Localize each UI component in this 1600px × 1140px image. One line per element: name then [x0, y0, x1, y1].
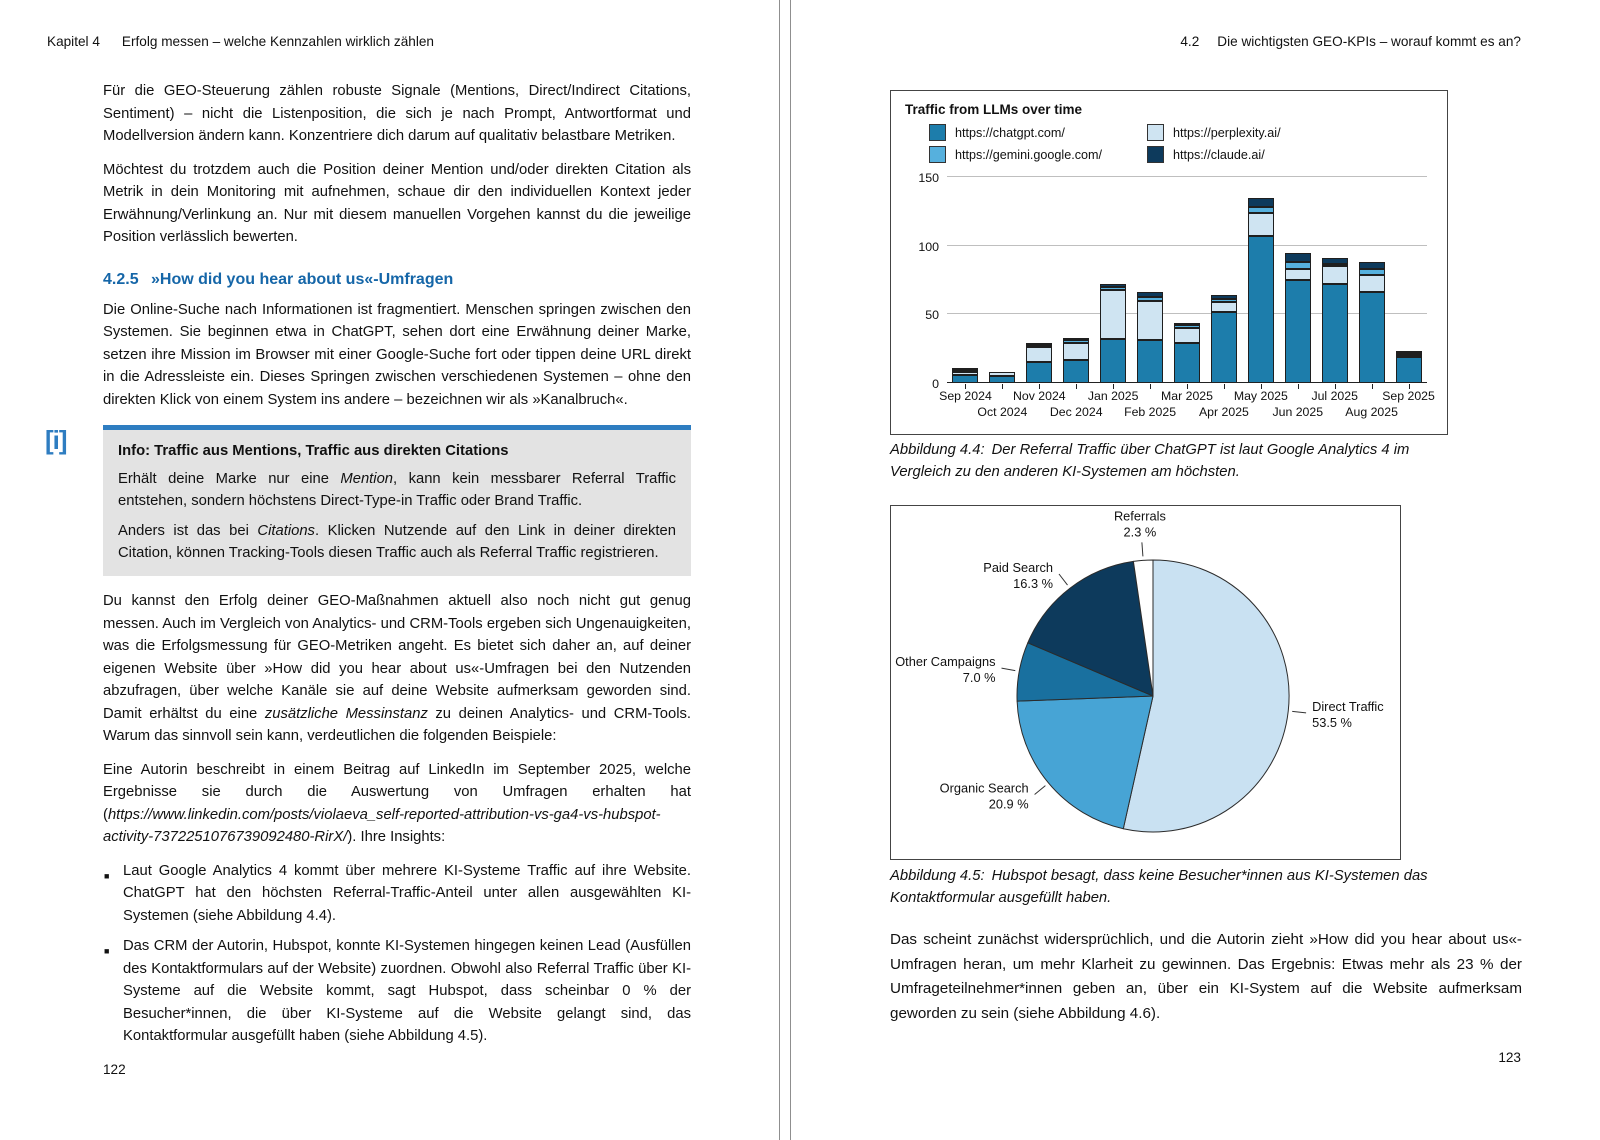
- bar-segment: [1063, 343, 1089, 359]
- bar-slot: [1169, 177, 1206, 383]
- legend-label: https://gemini.google.com/: [955, 147, 1103, 162]
- legend-label: https://perplexity.ai/: [1173, 125, 1281, 140]
- chapter-number: Kapitel 4: [47, 34, 100, 49]
- info-box: [103, 425, 691, 576]
- pie-label: 20.9 %: [988, 796, 1029, 812]
- bar: [1248, 198, 1274, 383]
- legend-swatch: [929, 124, 946, 141]
- left-text-column: [45, 80, 691, 1056]
- page-gutter-line: [779, 0, 780, 1140]
- bar-segment: [1026, 362, 1052, 383]
- bar: [1285, 253, 1311, 383]
- bar-segment: [1285, 280, 1311, 383]
- x-tick-label: Feb 2025: [1124, 405, 1177, 419]
- pie-label: 16.3 %: [1013, 576, 1053, 591]
- pie-label: 53.5 %: [1312, 714, 1352, 730]
- bar: [1137, 292, 1163, 383]
- x-tick-label: Oct 2024: [977, 405, 1028, 419]
- bar-segment: [1248, 236, 1274, 383]
- page-left: [0, 0, 779, 1140]
- legend-item: [1147, 146, 1433, 163]
- running-head-left: [47, 34, 434, 49]
- text-segment: Du kannst den Erfolg deiner GEO-Maßnahmen aktuell also noch nicht gut genug messen. Auch im Vergleich von Analytics- und CRM-Tools ergeben sich Ungenauigkeiten, was die Erfolgsmessung für GEO-Metriken angeht. Es bietet sich daher an, auf deiner eigenen Website über »How did you hear about us«-Umfragen bei den Nutzenden abzufragen, über welche Kanäle sie auf deine Website aufmerksam geworden sind. Damit erhältst du eine: [103, 593, 691, 722]
- y-tick-label: 100: [918, 239, 939, 254]
- bar-slot: [1205, 177, 1242, 383]
- caption-label: Abbildung 4.4:: [890, 442, 985, 458]
- bar-segment: [1359, 262, 1385, 269]
- bar-slot: [1316, 177, 1353, 383]
- chapter-title: Erfolg messen – welche Kennzahlen wirklich zählen: [121, 34, 434, 49]
- section-number: 4.2.5: [103, 270, 139, 288]
- pie-label: Referrals: [1113, 508, 1166, 524]
- bar-slot: [1058, 177, 1095, 383]
- legend-item: [929, 124, 1147, 141]
- x-tick-label: Jun 2025: [1272, 405, 1324, 419]
- bullet-list: [103, 860, 691, 1048]
- pie-label: Organic Search: [939, 780, 1029, 796]
- bar: [1211, 295, 1237, 383]
- y-tick-label: 50: [925, 308, 939, 323]
- text-segment: Anders ist das bei: [118, 523, 258, 539]
- bar-segment: [1174, 343, 1200, 383]
- x-tick-label: Nov 2024: [1012, 389, 1066, 403]
- bar-segment: [1359, 292, 1385, 383]
- bar: [1100, 284, 1126, 383]
- x-tick-label: Jan 2025: [1087, 389, 1139, 403]
- emphasized-text: Mention: [340, 471, 394, 487]
- pie-label: 2.3 %: [1123, 524, 1157, 540]
- bar-segment: [1322, 266, 1348, 284]
- chart-title: Traffic from LLMs over time: [905, 102, 1083, 117]
- section-heading: [103, 269, 691, 291]
- pie-leader-line: [1059, 574, 1068, 585]
- text-segment: Eine Autorin beschreibt in einem Beitrag auf LinkedIn im September 2025, welche Ergebnisse sie durch die Auswertung von Umfragen erhalten hat (: [103, 761, 691, 823]
- text-segment: , kann kein messbarer Referral Traffic entstehen, sondern höchstens Direct-Type-in Traffic oder Brand Traffic.: [118, 471, 676, 509]
- figure-caption-4-5: [890, 866, 1450, 909]
- bullet-item: ■ Das CRM der Autorin, Hubspot, konnte KI-Systemen hingegen keinen Lead (Ausfüllen des Kontaktformulars auf der Website) zuordnen. Obwohl also Referral Traffic über KI-Systeme auf die Website kommt, sagt Hubspot, dass scheinbar 0 % der Besucher*innen, die über KI-Systeme auf die Website gelangt sind, das Kontaktformular ausgefüllt haben (siehe Abbildung 4.5).: [103, 935, 691, 1048]
- bar-segment: [1100, 290, 1126, 339]
- bar-segment: [1026, 347, 1052, 362]
- text-segment: Erhält deine Marke nur eine: [118, 471, 341, 487]
- page-number-right: 123: [1498, 1050, 1521, 1065]
- bar-segment: [1211, 302, 1237, 312]
- pie-label: Direct Traffic: [1312, 698, 1384, 714]
- bar: [1396, 351, 1422, 383]
- info-icon: [i]: [45, 425, 67, 455]
- paragraph: Für die GEO-Steuerung zählen robuste Signale (Mentions, Direct/Indirect Citations, Sentiment) – nicht die Listenposition, die sich je nach Prompt, Antwortformat und Modellversion ändern kann. Konzentriere dich darum auf qualitativ belastbare Metriken.: [103, 83, 691, 144]
- pie-leader-line: [1142, 542, 1143, 556]
- bar-slot: [1279, 177, 1316, 383]
- bar: [1322, 258, 1348, 383]
- bar-segment: [1137, 340, 1163, 383]
- bar-segment: [1359, 275, 1385, 293]
- x-tick-label: Apr 2025: [1198, 405, 1249, 419]
- bar-slot: [1390, 177, 1427, 383]
- bar-segment: [1248, 198, 1274, 208]
- bar-slot: [1132, 177, 1169, 383]
- pie-svg: [891, 506, 1398, 857]
- legend-swatch: [1147, 124, 1164, 141]
- emphasized-text: https://www.linkedin.com/posts/violaeva_self-reported-attribution-vs-ga4-vs-hubspot-activity-7372251076739092480-RirX/: [103, 806, 661, 845]
- info-paragraph: [118, 520, 676, 564]
- caption-text: Hubspot besagt, dass keine Besucher*innen aus KI-Systemen das Kontaktformular ausgefüllt haben.: [890, 868, 1428, 906]
- caption-text: Der Referral Traffic über ChatGPT ist laut Google Analytics 4 im Vergleich zu den anderen KI-Systemen am höchsten.: [890, 442, 1410, 480]
- info-paragraph: [118, 468, 676, 512]
- bar-segment: [1322, 284, 1348, 383]
- bar-segment: [1285, 262, 1311, 269]
- bar-segment: [1396, 357, 1422, 383]
- x-tick-label: Sep 2024: [939, 389, 992, 403]
- bar: [1063, 338, 1089, 383]
- figure-caption-4-4: [890, 440, 1468, 483]
- x-tick-label: Aug 2025: [1345, 405, 1398, 419]
- y-tick-label: 150: [918, 171, 939, 185]
- bar-slots: [947, 177, 1427, 383]
- text-segment: zu deinen Analytics- und CRM-Tools. Warum das sinnvoll sein kann, verdeutlichen die folgenden Beispiele:: [103, 705, 691, 744]
- bar: [1174, 323, 1200, 383]
- pie-leader-line: [1035, 786, 1046, 795]
- legend-label: https://claude.ai/: [1173, 147, 1265, 162]
- page-right: [791, 0, 1600, 1140]
- section-ref-title: Die wichtigsten GEO-KPIs – worauf kommt es an?: [1217, 34, 1521, 49]
- bar-segment: [1285, 253, 1311, 263]
- y-tick-label: 0: [932, 377, 939, 391]
- emphasized-text: zusätzliche Messinstanz: [264, 705, 428, 722]
- legend-item: [929, 146, 1147, 163]
- bar-segment: [1137, 301, 1163, 341]
- bar-slot: [1242, 177, 1279, 383]
- bullet-item: ■ Laut Google Analytics 4 kommt über mehrere KI-Systeme Traffic auf ihre Website. ChatGPT hat den höchsten Referral-Traffic-Anteil unter allen ausgewählten KI-Systemen (siehe Abbildung 4.4).: [103, 860, 691, 928]
- legend-swatch: [929, 146, 946, 163]
- x-axis-line: [947, 382, 1427, 384]
- section-title: »How did you hear about us«-Umfragen: [151, 270, 454, 288]
- bar-slot: [1353, 177, 1390, 383]
- emphasized-text: Citations: [257, 523, 315, 539]
- bar-segment: [1063, 360, 1089, 383]
- bar-slot: [1095, 177, 1132, 383]
- bar-segment: [1248, 213, 1274, 236]
- running-head-right: [1180, 34, 1521, 49]
- bar: [1359, 262, 1385, 383]
- x-tick-label: Dec 2024: [1049, 405, 1103, 419]
- x-tick-label: Mar 2025: [1161, 389, 1213, 403]
- x-tick-label: Jul 2025: [1311, 389, 1358, 403]
- info-box-wrapper: [45, 425, 691, 576]
- paragraph: [103, 590, 691, 748]
- paragraph: [103, 759, 691, 849]
- x-tick-label: May 2025: [1233, 389, 1288, 403]
- legend-label: https://chatgpt.com/: [955, 125, 1065, 140]
- figure-bar-chart: [890, 90, 1448, 435]
- pie-leader-line: [1002, 668, 1016, 671]
- text-segment: . Klicken Nutzende auf den Link in deiner direkten Citation, können Tracking-Tools diesen Traffic auch als Referral Traffic registrieren.: [118, 523, 677, 561]
- bar-plot-area: [918, 171, 1427, 391]
- info-box-title: Info: Traffic aus Mentions, Traffic aus direkten Citations: [118, 443, 509, 459]
- section-ref-number: 4.2: [1180, 34, 1200, 49]
- caption-label: Abbildung 4.5:: [890, 868, 985, 884]
- bar-segment: [1211, 312, 1237, 383]
- bar-segment: [1285, 269, 1311, 280]
- x-axis-labels: [939, 383, 1435, 423]
- page-number-left: 122: [103, 1062, 126, 1077]
- paragraph: Die Online-Suche nach Informationen ist fragmentiert. Menschen springen zwischen den Systemen. Sie beginnen etwa in ChatGPT, sehen dort eine Erwähnung deiner Marke, setzen ihre Mission im Browser mit einer Google-Suche fort oder tippen deine URL direkt in die Adressleiste ein. Dieses Springen zwischen verschiedenen Systemen – ohne den direkten Klick von einem System ins andere – bezeichnen wir als »Kanalbruch«.: [103, 301, 691, 408]
- paragraph: Möchtest du trotzdem auch die Position deiner Mention und/oder direkten Citation als Metrik in dein Monitoring mit aufnehmen, schaue dir den individuellen Kontext jeder Erwähnung/Verlinkung an. Nur mit diesem manuellen Vorgehen kannst du die jeweilige Position verlässlich bewerten.: [103, 161, 691, 245]
- legend-swatch: [1147, 146, 1164, 163]
- bar-slot: [984, 177, 1021, 383]
- bar-segment: [1100, 339, 1126, 383]
- pie-label: Other Campaigns: [895, 654, 996, 670]
- chart-legend: [929, 124, 1433, 163]
- text-segment: ). Ihre Insights:: [347, 829, 446, 845]
- legend-item: [1147, 124, 1433, 141]
- pie-leader-line: [1292, 711, 1306, 713]
- bar: [1026, 343, 1052, 383]
- bar-slot: [947, 177, 984, 383]
- x-tick-label: Sep 2025: [1382, 389, 1435, 403]
- figure-pie-chart: [890, 505, 1401, 860]
- pie-label: Paid Search: [983, 560, 1053, 575]
- bar-slot: [1021, 177, 1058, 383]
- paragraph: Das scheint zunächst widersprüchlich, und die Autorin zieht »How did you hear about us«-Umfragen heran, um mehr Klarheit zu gewinnen. Das Ergebnis: Etwas mehr als 23 % der Umfrageteilnehmer*innen geben an, über ein KI-System auf die Website aufmerksam geworden zu sein (siehe Abbildung 4.6).: [890, 931, 1522, 1022]
- pie-label: 7.0 %: [962, 670, 996, 686]
- bar-segment: [1174, 328, 1200, 343]
